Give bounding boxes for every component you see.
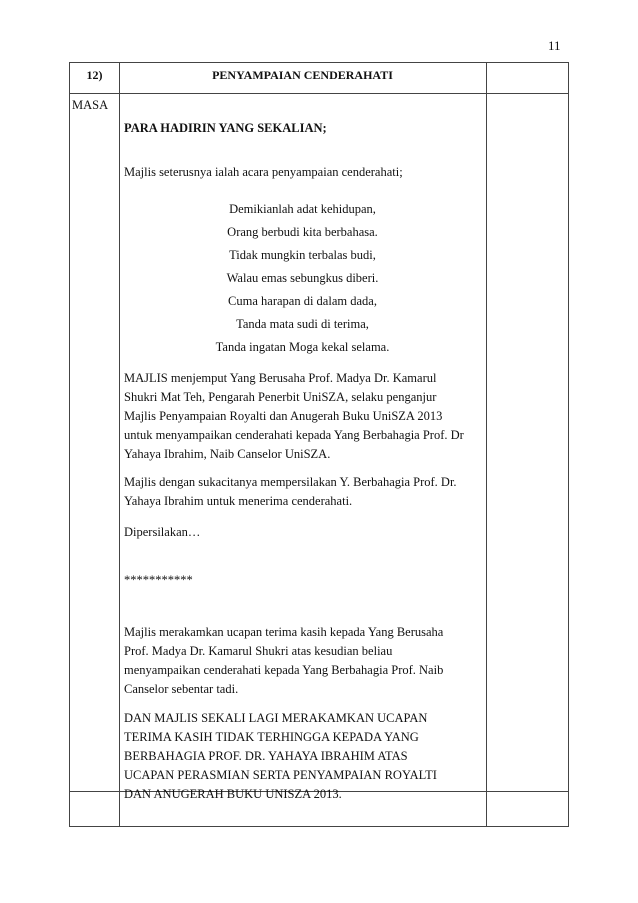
- paragraph-line: Prof. Madya Dr. Kamarul Shukri atas kesudian beliau: [124, 644, 393, 658]
- paragraph-line: Yahaya Ibrahim untuk menerima cenderahati.: [124, 494, 353, 508]
- paragraph-line: MAJLIS menjemput Yang Berusaha Prof. Madya Dr. Kamarul: [124, 371, 437, 385]
- item-number: 12): [86, 68, 103, 82]
- item-title: PENYAMPAIAN CENDERAHATI: [212, 68, 393, 82]
- invitation-line: Dipersilakan…: [124, 525, 201, 539]
- poem-line: Tidak mungkin terbalas budi,: [229, 248, 376, 262]
- paragraph-line: untuk menyampaikan cenderahati kepada Yang Berbahagia Prof. Dr: [124, 428, 464, 442]
- paragraph-line: Shukri Mat Teh, Pengarah Penerbit UniSZA, selaku penganjur: [124, 390, 437, 404]
- paragraph-line: DAN ANUGERAH BUKU UNISZA 2013.: [124, 787, 342, 801]
- poem-line: Walau emas sebungkus diberi.: [226, 271, 379, 285]
- poem-line: Cuma harapan di dalam dada,: [228, 294, 377, 308]
- paragraph-line: Canselor sebentar tadi.: [124, 682, 239, 696]
- time-label: MASA: [72, 98, 109, 112]
- paragraph-line: TERIMA KASIH TIDAK TERHINGGA KEPADA YANG: [124, 730, 419, 744]
- column-divider: [119, 63, 120, 826]
- paragraph-line: Majlis merakamkan ucapan terima kasih kepada Yang Berusaha: [124, 625, 444, 639]
- intro-line: Majlis seterusnya ialah acara penyampaian cenderahati;: [124, 165, 403, 179]
- poem-line: Tanda ingatan Moga kekal selama.: [215, 340, 390, 354]
- paragraph-line: Yahaya Ibrahim, Naib Canselor UniSZA.: [124, 447, 331, 461]
- paragraph-line: Majlis Penyampaian Royalti dan Anugerah Buku UniSZA 2013: [124, 409, 443, 423]
- paragraph-line: DAN MAJLIS SEKALI LAGI MERAKAMKAN UCAPAN: [124, 711, 428, 725]
- column-divider: [486, 63, 487, 826]
- separator-line: ***********: [124, 573, 193, 587]
- row-divider: [70, 93, 568, 94]
- poem-line: Orang berbudi kita berbahasa.: [227, 225, 378, 239]
- poem-line: Demikianlah adat kehidupan,: [229, 202, 376, 216]
- paragraph-line: BERBAHAGIA PROF. DR. YAHAYA IBRAHIM ATAS: [124, 749, 408, 763]
- poem-line: Tanda mata sudi di terima,: [236, 317, 369, 331]
- paragraph-line: menyampaikan cenderahati kepada Yang Berbahagia Prof. Naib: [124, 663, 444, 677]
- program-table: [69, 62, 569, 827]
- section-heading: PARA HADIRIN YANG SEKALIAN;: [124, 121, 327, 135]
- paragraph-line: Majlis dengan sukacitanya mempersilakan Y. Berbahagia Prof. Dr.: [124, 475, 457, 489]
- page-number: 11: [548, 38, 561, 53]
- paragraph-line: UCAPAN PERASMIAN SERTA PENYAMPAIAN ROYALTI: [124, 768, 437, 782]
